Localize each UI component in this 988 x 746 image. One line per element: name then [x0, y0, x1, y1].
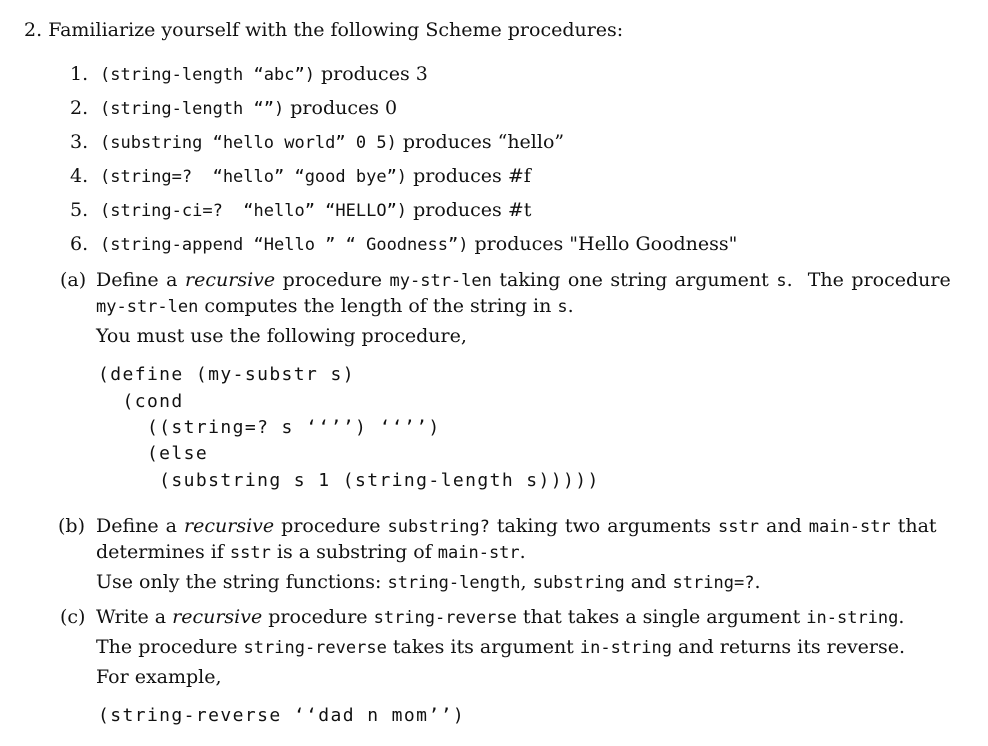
text: . — [519, 541, 526, 563]
part-label: (c) — [60, 606, 86, 628]
example-number: 4. — [70, 165, 89, 187]
part-c-line-2 — [96, 636, 905, 658]
code-term: s — [557, 297, 568, 317]
text: procedure — [274, 515, 388, 537]
example-number: 3. — [70, 131, 89, 153]
part-a-line-1 — [96, 269, 951, 291]
text: . — [754, 571, 761, 593]
emphasis: recursive — [172, 606, 263, 628]
text: and returns its reverse. — [672, 636, 906, 658]
code-term: my-str-len — [96, 297, 199, 317]
code-term: in-string — [806, 608, 899, 628]
example-item — [100, 131, 564, 153]
code-term: in-string — [579, 638, 672, 658]
text: and — [624, 571, 673, 593]
code-line: (string-reverse ‘‘dad n mom’’) — [98, 705, 466, 726]
example-number: 2. — [70, 97, 89, 119]
text: . — [898, 606, 905, 628]
example-item — [100, 63, 428, 85]
code-line: (substring s 1 (string-length s))))) — [98, 470, 600, 491]
code-term: substring — [532, 573, 625, 593]
text: that — [890, 515, 937, 537]
text: procedure — [275, 269, 390, 291]
part-c-line-1 — [96, 606, 904, 628]
text: , — [520, 571, 533, 593]
example-number: 1. — [70, 63, 89, 85]
problem-number: 2. — [24, 19, 43, 41]
example-item — [100, 199, 531, 221]
example-number: 6. — [70, 233, 89, 255]
code-term: s — [776, 271, 787, 291]
part-label: (b) — [58, 515, 85, 537]
text: and — [758, 515, 809, 537]
part-label: (a) — [60, 269, 87, 291]
emphasis: recursive — [184, 515, 275, 537]
part-b-line-2 — [96, 541, 526, 563]
code-term: sstr — [718, 517, 759, 537]
text: The procedure — [96, 636, 244, 658]
example-result: produces #t — [407, 199, 532, 221]
example-code: (string-length “abc”) — [100, 65, 315, 85]
text: . — [567, 295, 574, 317]
code-term: main-str — [437, 543, 520, 563]
text: Define a — [96, 269, 186, 291]
text: is a substring of — [270, 541, 438, 563]
example-code: (string-ci=? “hello” “HELLO”) — [100, 201, 408, 221]
text: takes its argument — [386, 636, 580, 658]
code-term: my-str-len — [389, 271, 492, 291]
code-term: sstr — [229, 543, 271, 563]
code-term: substring? — [387, 517, 490, 537]
part-a-line-3: You must use the following procedure, — [96, 325, 467, 347]
example-result: produces 0 — [284, 97, 398, 119]
text: computes the length of the string in — [198, 295, 558, 317]
text: procedure — [262, 606, 374, 628]
text: that takes a single argument — [516, 606, 807, 628]
example-code: (substring “hello world” 0 5) — [100, 133, 397, 153]
problem-header — [24, 19, 623, 41]
example-result: produces “hello” — [396, 131, 565, 153]
example-item — [100, 233, 737, 255]
text: Use only the string functions: — [96, 571, 388, 593]
text: taking one string argument — [491, 269, 777, 291]
example-result: produces #f — [407, 165, 531, 187]
text: determines if — [96, 541, 230, 563]
code-term: string=? — [672, 573, 755, 593]
text: Write a — [96, 606, 173, 628]
example-code: (string=? “hello” “good bye”) — [100, 167, 408, 187]
code-line: (cond — [98, 391, 184, 412]
text: . The procedure — [786, 269, 951, 291]
example-code: (string-append “Hello ” “ Goodness”) — [100, 235, 469, 255]
code-line: (define (my-substr s) — [98, 364, 355, 385]
code-term: string-reverse — [373, 608, 517, 628]
code-line: (else — [98, 443, 209, 464]
part-b-line-3 — [96, 571, 760, 593]
example-code: (string-length “”) — [100, 99, 285, 119]
problem-intro: Familiarize yourself with the following Scheme procedures: — [48, 19, 624, 41]
part-b-line-1 — [96, 515, 937, 537]
code-line: ((string=? s ‘‘’’) ‘‘’’) — [98, 417, 441, 438]
emphasis: recursive — [185, 269, 276, 291]
part-a-line-2 — [96, 295, 574, 317]
text: Define a — [96, 515, 185, 537]
example-item — [100, 97, 397, 119]
example-result: produces "Hello Goodness" — [468, 233, 738, 255]
part-c-line-3: For example, — [96, 666, 222, 688]
example-result: produces 3 — [314, 63, 428, 85]
text: taking two arguments — [489, 515, 719, 537]
example-number: 5. — [70, 199, 89, 221]
code-term: main-str — [808, 517, 891, 537]
code-term: string-reverse — [243, 638, 387, 658]
code-term: string-length — [387, 573, 521, 593]
example-item — [100, 165, 531, 187]
